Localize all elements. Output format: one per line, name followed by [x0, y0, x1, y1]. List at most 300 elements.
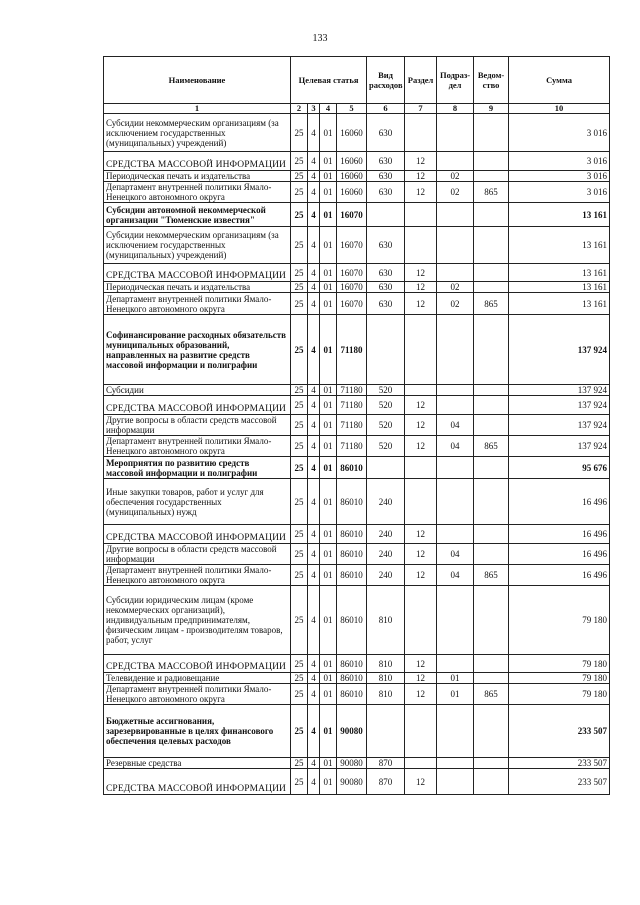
column-number: 2 [291, 104, 308, 114]
row-vedomstvo [474, 282, 509, 293]
table-row [104, 673, 610, 684]
row-vid: 630 [367, 171, 405, 182]
row-vid: 520 [367, 436, 405, 457]
table-row [104, 152, 610, 171]
row-name: СРЕДСТВА МАССОВОЙ ИНФОРМАЦИИ [104, 655, 291, 673]
row-sum: 79 180 [509, 684, 610, 705]
row-podrazdel: 02 [437, 282, 474, 293]
row-podrazdel [437, 227, 474, 264]
row-target-c2: 25 [291, 525, 308, 544]
row-name: СРЕДСТВА МАССОВОЙ ИНФОРМАЦИИ [104, 769, 291, 795]
row-sum: 233 507 [509, 705, 610, 758]
row-sum: 137 924 [509, 315, 610, 385]
row-target-c4: 01 [320, 684, 337, 705]
table-row [104, 114, 610, 152]
row-target-c3: 4 [308, 114, 320, 152]
row-target-c5: 71180 [337, 315, 367, 385]
table-row [104, 479, 610, 525]
row-target-c3: 4 [308, 396, 320, 415]
row-sum: 137 924 [509, 415, 610, 436]
row-vedomstvo [474, 203, 509, 227]
table-row [104, 758, 610, 769]
row-target-c3: 4 [308, 385, 320, 396]
row-podrazdel: 04 [437, 415, 474, 436]
row-razdel [405, 315, 437, 385]
row-razdel [405, 203, 437, 227]
table-row [104, 769, 610, 795]
row-target-c3: 4 [308, 586, 320, 655]
row-vedomstvo [474, 758, 509, 769]
row-vedomstvo [474, 479, 509, 525]
row-target-c2: 25 [291, 769, 308, 795]
budget-table [103, 56, 610, 795]
row-vedomstvo [474, 227, 509, 264]
row-vedomstvo [474, 673, 509, 684]
row-target-c2: 25 [291, 684, 308, 705]
table-row [104, 171, 610, 182]
row-name: СРЕДСТВА МАССОВОЙ ИНФОРМАЦИИ [104, 264, 291, 282]
row-target-c5: 86010 [337, 565, 367, 586]
row-target-c3: 4 [308, 171, 320, 182]
row-target-c4: 01 [320, 769, 337, 795]
row-name: Бюджетные ассигнования, зарезервированные в целях финансового обеспечения целевых расходов [104, 705, 291, 758]
row-target-c5: 90080 [337, 769, 367, 795]
table-row [104, 385, 610, 396]
row-vid: 240 [367, 525, 405, 544]
row-target-c4: 01 [320, 203, 337, 227]
row-podrazdel: 04 [437, 544, 474, 565]
row-podrazdel [437, 315, 474, 385]
row-razdel [405, 227, 437, 264]
row-target-c3: 4 [308, 705, 320, 758]
row-name: Департамент внутренней политики Ямало-Ненецкого автономного округа [104, 293, 291, 315]
row-target-c2: 25 [291, 758, 308, 769]
row-razdel: 12 [405, 415, 437, 436]
row-target-c2: 25 [291, 396, 308, 415]
row-vid: 630 [367, 264, 405, 282]
row-sum: 3 016 [509, 182, 610, 203]
row-name: Субсидии некоммерческим организациям (за исключением государственных (муниципальных) учреждений) [104, 114, 291, 152]
row-target-c5: 71180 [337, 385, 367, 396]
row-podrazdel [437, 705, 474, 758]
row-target-c2: 25 [291, 457, 308, 479]
row-sum: 233 507 [509, 769, 610, 795]
row-vid: 810 [367, 586, 405, 655]
row-target-c2: 25 [291, 655, 308, 673]
row-podrazdel: 04 [437, 436, 474, 457]
header-vedomstvo: Ведом-ство [474, 57, 509, 104]
row-razdel: 12 [405, 171, 437, 182]
row-target-c3: 4 [308, 282, 320, 293]
row-target-c2: 25 [291, 203, 308, 227]
table-row [104, 315, 610, 385]
row-target-c2: 25 [291, 544, 308, 565]
column-number-row [104, 104, 610, 114]
row-target-c3: 4 [308, 203, 320, 227]
row-target-c4: 01 [320, 114, 337, 152]
row-sum: 13 161 [509, 227, 610, 264]
row-target-c4: 01 [320, 264, 337, 282]
row-target-c5: 90080 [337, 758, 367, 769]
row-target-c5: 71180 [337, 396, 367, 415]
row-target-c5: 16070 [337, 282, 367, 293]
row-target-c5: 16060 [337, 171, 367, 182]
row-sum: 13 161 [509, 293, 610, 315]
row-vid: 520 [367, 415, 405, 436]
table-row [104, 182, 610, 203]
row-podrazdel [437, 152, 474, 171]
column-number: 5 [337, 104, 367, 114]
row-vid: 870 [367, 769, 405, 795]
row-podrazdel [437, 396, 474, 415]
row-target-c4: 01 [320, 479, 337, 525]
column-number: 8 [437, 104, 474, 114]
row-vid: 240 [367, 565, 405, 586]
row-sum: 233 507 [509, 758, 610, 769]
column-number: 6 [367, 104, 405, 114]
row-target-c3: 4 [308, 293, 320, 315]
row-sum: 79 180 [509, 586, 610, 655]
row-target-c4: 01 [320, 282, 337, 293]
row-target-c2: 25 [291, 436, 308, 457]
row-podrazdel [437, 655, 474, 673]
row-name: Резервные средства [104, 758, 291, 769]
row-name: Субсидии некоммерческим организациям (за исключением государственных (муниципальных) учреждений) [104, 227, 291, 264]
row-target-c3: 4 [308, 565, 320, 586]
row-vedomstvo [474, 315, 509, 385]
row-podrazdel [437, 586, 474, 655]
row-target-c4: 01 [320, 315, 337, 385]
row-sum: 16 496 [509, 544, 610, 565]
row-vid: 810 [367, 673, 405, 684]
row-vedomstvo [474, 457, 509, 479]
table-row [104, 525, 610, 544]
row-razdel [405, 586, 437, 655]
table-row [104, 293, 610, 315]
row-target-c5: 86010 [337, 586, 367, 655]
row-vid: 240 [367, 544, 405, 565]
row-target-c2: 25 [291, 673, 308, 684]
row-vedomstvo [474, 264, 509, 282]
row-target-c3: 4 [308, 182, 320, 203]
row-vid: 810 [367, 655, 405, 673]
row-vid: 630 [367, 227, 405, 264]
row-target-c5: 16060 [337, 152, 367, 171]
row-razdel: 12 [405, 152, 437, 171]
row-vedomstvo: 865 [474, 182, 509, 203]
header-podrazdel: Подраз-дел [437, 57, 474, 104]
row-target-c5: 16070 [337, 227, 367, 264]
row-target-c2: 25 [291, 705, 308, 758]
row-name: Субсидии юридическим лицам (кроме некоммерческих организаций), индивидуальным предпринимателям, физическим лицам - производителям товаров, работ, услуг [104, 586, 291, 655]
row-vid: 630 [367, 114, 405, 152]
header-target: Целевая статья [291, 57, 367, 104]
row-target-c3: 4 [308, 227, 320, 264]
table-header-row [104, 57, 610, 104]
row-target-c5: 86010 [337, 479, 367, 525]
row-sum: 13 161 [509, 282, 610, 293]
row-target-c3: 4 [308, 315, 320, 385]
row-sum: 16 496 [509, 565, 610, 586]
row-target-c3: 4 [308, 152, 320, 171]
row-target-c4: 01 [320, 655, 337, 673]
row-sum: 13 161 [509, 264, 610, 282]
row-target-c5: 86010 [337, 525, 367, 544]
row-sum: 137 924 [509, 436, 610, 457]
row-razdel [405, 479, 437, 525]
row-podrazdel [437, 114, 474, 152]
row-razdel [405, 758, 437, 769]
table-body [104, 114, 610, 795]
row-podrazdel [437, 758, 474, 769]
row-target-c4: 01 [320, 152, 337, 171]
row-sum: 16 496 [509, 479, 610, 525]
row-sum: 16 496 [509, 525, 610, 544]
row-target-c4: 01 [320, 544, 337, 565]
row-target-c4: 01 [320, 565, 337, 586]
row-name: Департамент внутренней политики Ямало-Ненецкого автономного округа [104, 436, 291, 457]
row-vedomstvo: 865 [474, 436, 509, 457]
row-target-c2: 25 [291, 114, 308, 152]
table-row [104, 415, 610, 436]
row-vedomstvo [474, 396, 509, 415]
row-podrazdel: 01 [437, 673, 474, 684]
row-vedomstvo: 865 [474, 293, 509, 315]
row-sum: 79 180 [509, 655, 610, 673]
row-razdel: 12 [405, 684, 437, 705]
row-name: Мероприятия по развитию средств массовой информации и полиграфии [104, 457, 291, 479]
row-target-c5: 71180 [337, 436, 367, 457]
row-podrazdel [437, 457, 474, 479]
row-target-c4: 01 [320, 457, 337, 479]
row-target-c4: 01 [320, 673, 337, 684]
row-razdel: 12 [405, 544, 437, 565]
header-vid: Вид расходов [367, 57, 405, 104]
row-target-c4: 01 [320, 227, 337, 264]
row-sum: 137 924 [509, 396, 610, 415]
row-name: Субсидии автономной некоммерческой организации "Тюменские известия" [104, 203, 291, 227]
row-target-c5: 16070 [337, 203, 367, 227]
row-name: Периодическая печать и издательства [104, 171, 291, 182]
row-target-c3: 4 [308, 415, 320, 436]
table-row [104, 544, 610, 565]
column-number: 10 [509, 104, 610, 114]
row-razdel [405, 385, 437, 396]
row-target-c4: 01 [320, 293, 337, 315]
row-target-c3: 4 [308, 525, 320, 544]
page-number: 133 [312, 33, 328, 44]
row-vedomstvo: 865 [474, 684, 509, 705]
row-razdel: 12 [405, 293, 437, 315]
row-target-c2: 25 [291, 385, 308, 396]
row-vid: 630 [367, 182, 405, 203]
row-vid [367, 203, 405, 227]
row-razdel [405, 705, 437, 758]
row-target-c2: 25 [291, 586, 308, 655]
row-vid [367, 705, 405, 758]
row-podrazdel [437, 525, 474, 544]
row-name: Другие вопросы в области средств массовой информации [104, 415, 291, 436]
row-target-c4: 01 [320, 586, 337, 655]
header-razdel: Раздел [405, 57, 437, 104]
row-name: Другие вопросы в области средств массовой информации [104, 544, 291, 565]
table-row [104, 264, 610, 282]
row-vedomstvo [474, 655, 509, 673]
row-target-c4: 01 [320, 415, 337, 436]
row-vid: 870 [367, 758, 405, 769]
row-razdel: 12 [405, 182, 437, 203]
row-target-c2: 25 [291, 171, 308, 182]
row-vedomstvo [474, 171, 509, 182]
row-name: Софинансирование расходных обязательств муниципальных образований, направленных на развитие средств массовой информации и полиграфии [104, 315, 291, 385]
column-number: 4 [320, 104, 337, 114]
row-name: Субсидии [104, 385, 291, 396]
row-razdel: 12 [405, 396, 437, 415]
row-name: СРЕДСТВА МАССОВОЙ ИНФОРМАЦИИ [104, 152, 291, 171]
row-target-c5: 16070 [337, 264, 367, 282]
row-name: Периодическая печать и издательства [104, 282, 291, 293]
row-sum: 137 924 [509, 385, 610, 396]
column-number: 9 [474, 104, 509, 114]
row-target-c5: 71180 [337, 415, 367, 436]
row-name: СРЕДСТВА МАССОВОЙ ИНФОРМАЦИИ [104, 396, 291, 415]
row-target-c2: 25 [291, 479, 308, 525]
row-target-c4: 01 [320, 182, 337, 203]
row-sum: 13 161 [509, 203, 610, 227]
row-vedomstvo [474, 114, 509, 152]
row-razdel: 12 [405, 282, 437, 293]
row-target-c5: 16060 [337, 114, 367, 152]
row-target-c4: 01 [320, 436, 337, 457]
row-sum: 79 180 [509, 673, 610, 684]
row-target-c3: 4 [308, 684, 320, 705]
row-target-c3: 4 [308, 758, 320, 769]
column-number: 7 [405, 104, 437, 114]
row-target-c4: 01 [320, 525, 337, 544]
row-target-c3: 4 [308, 673, 320, 684]
row-vedomstvo [474, 705, 509, 758]
row-podrazdel: 01 [437, 684, 474, 705]
row-target-c4: 01 [320, 705, 337, 758]
row-vid: 810 [367, 684, 405, 705]
row-target-c5: 16060 [337, 182, 367, 203]
row-podrazdel [437, 385, 474, 396]
table-row [104, 227, 610, 264]
row-target-c5: 86010 [337, 544, 367, 565]
row-target-c3: 4 [308, 436, 320, 457]
row-vid: 630 [367, 282, 405, 293]
row-razdel: 12 [405, 436, 437, 457]
row-vedomstvo [474, 544, 509, 565]
row-sum: 95 676 [509, 457, 610, 479]
row-vid: 630 [367, 293, 405, 315]
table-row [104, 396, 610, 415]
row-target-c4: 01 [320, 385, 337, 396]
row-name: Телевидение и радиовещание [104, 673, 291, 684]
table-row [104, 203, 610, 227]
table-row [104, 705, 610, 758]
row-podrazdel [437, 203, 474, 227]
row-target-c5: 90080 [337, 705, 367, 758]
row-target-c2: 25 [291, 415, 308, 436]
column-number: 3 [308, 104, 320, 114]
row-podrazdel [437, 769, 474, 795]
row-target-c3: 4 [308, 264, 320, 282]
row-sum: 3 016 [509, 152, 610, 171]
row-target-c5: 86010 [337, 457, 367, 479]
row-vedomstvo [474, 415, 509, 436]
row-target-c3: 4 [308, 457, 320, 479]
table-row [104, 684, 610, 705]
row-vedomstvo [474, 152, 509, 171]
row-name: Департамент внутренней политики Ямало-Ненецкого автономного округа [104, 684, 291, 705]
row-target-c2: 25 [291, 315, 308, 385]
row-target-c5: 86010 [337, 655, 367, 673]
table-row [104, 457, 610, 479]
row-vedomstvo [474, 525, 509, 544]
row-vedomstvo: 865 [474, 565, 509, 586]
row-target-c2: 25 [291, 182, 308, 203]
row-name: СРЕДСТВА МАССОВОЙ ИНФОРМАЦИИ [104, 525, 291, 544]
row-target-c3: 4 [308, 544, 320, 565]
row-razdel: 12 [405, 655, 437, 673]
row-vid: 520 [367, 396, 405, 415]
row-target-c3: 4 [308, 769, 320, 795]
row-target-c2: 25 [291, 282, 308, 293]
table-row [104, 655, 610, 673]
row-vedomstvo [474, 769, 509, 795]
row-podrazdel: 04 [437, 565, 474, 586]
row-target-c2: 25 [291, 264, 308, 282]
row-vid [367, 457, 405, 479]
row-target-c4: 01 [320, 396, 337, 415]
row-target-c4: 01 [320, 758, 337, 769]
row-razdel [405, 114, 437, 152]
row-vid: 630 [367, 152, 405, 171]
row-target-c4: 01 [320, 171, 337, 182]
row-target-c3: 4 [308, 655, 320, 673]
row-vid: 520 [367, 385, 405, 396]
row-podrazdel [437, 479, 474, 525]
row-name: Департамент внутренней политики Ямало-Ненецкого автономного округа [104, 565, 291, 586]
row-name: Департамент внутренней политики Ямало-Ненецкого автономного округа [104, 182, 291, 203]
row-razdel: 12 [405, 673, 437, 684]
row-vid [367, 315, 405, 385]
row-podrazdel: 02 [437, 182, 474, 203]
column-number: 1 [104, 104, 291, 114]
row-razdel [405, 457, 437, 479]
row-target-c2: 25 [291, 227, 308, 264]
table-row [104, 586, 610, 655]
table-row [104, 282, 610, 293]
row-target-c2: 25 [291, 565, 308, 586]
row-target-c5: 86010 [337, 673, 367, 684]
row-sum: 3 016 [509, 171, 610, 182]
row-razdel: 12 [405, 769, 437, 795]
row-target-c5: 16070 [337, 293, 367, 315]
row-target-c5: 86010 [337, 684, 367, 705]
header-summa: Сумма [509, 57, 610, 104]
table-row [104, 436, 610, 457]
row-razdel: 12 [405, 264, 437, 282]
row-target-c2: 25 [291, 152, 308, 171]
header-name: Наименование [104, 57, 291, 104]
row-razdel: 12 [405, 525, 437, 544]
row-vid: 240 [367, 479, 405, 525]
row-vedomstvo [474, 586, 509, 655]
row-podrazdel: 02 [437, 171, 474, 182]
row-name: Иные закупки товаров, работ и услуг для обеспечения государственных (муниципальных) нужд [104, 479, 291, 525]
